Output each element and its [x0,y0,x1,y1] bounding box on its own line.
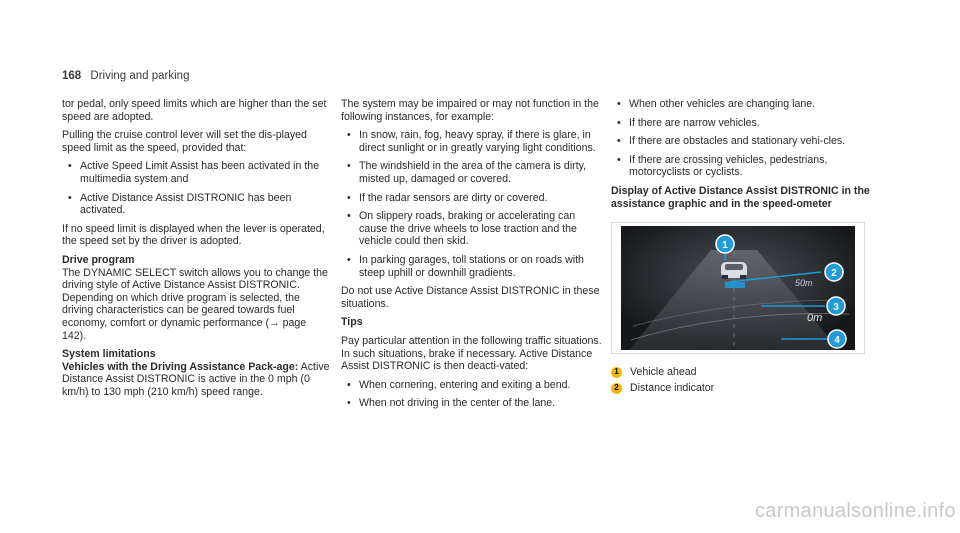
svg-text:2: 2 [831,268,837,280]
column-2 [341,98,603,416]
bullet-list [62,160,330,216]
column-3 [611,98,873,397]
legend-text: Distance indicator [630,381,715,394]
zero-readout: 0m [807,312,823,325]
vehicles-text: Active Distance Assist DISTRONIC is active in the 0 mph (0 km/h) to 130 mph (210 km/h) speed range. [62,360,330,398]
list-item: • In snow, rain, fog, heavy spray, if there is glare, in direct sunlight or in greatly varying light conditions. [341,129,603,154]
paragraph: tor pedal, only speed limits which are higher than the set speed are adopted. [62,98,327,123]
distance-indicator [725,282,745,288]
list-item: • In parking garages, toll stations or on roads with steep uphill or downhill gradients. [341,254,603,279]
drive-program-section [62,254,330,342]
drive-program-heading: Drive program [62,253,135,266]
callout-4 [828,330,846,348]
distance-readout: 50m [795,278,813,289]
list-item: • The windshield in the area of the camera is dirty, misted up, damaged or covered. [341,160,603,185]
column-1 [62,98,330,398]
list-item: • Active Speed Limit Assist has been activated in the multimedia system and [62,160,330,185]
svg-text:1: 1 [722,240,728,252]
figure-legend [611,366,873,394]
list-item: • Active Distance Assist DISTRONIC has been activated. [62,192,330,217]
tips-heading: Tips [341,316,363,329]
page-header [62,70,189,82]
legend-item [611,382,873,395]
callout-1 [716,235,734,253]
display-heading: Display of Active Distance Assist DISTRONIC in the assistance graphic and in the speed-ometer [611,184,870,210]
list-item: • If there are narrow vehicles. [611,117,873,130]
drive-program-text: The DYNAMIC SELECT switch allows you to change the driving style of Active Distance Assist DISTRONIC. Depending on which drive program is selected, the driving characteristics can be geared towards fuel economy, comfort or dynamic performance (→ page 142). [62,266,328,342]
legend-number-badge: 2 [611,383,622,394]
tips-text: Pay particular attention in the following traffic situations. In such situations, brake if necessary. Active Distance Assist DISTRONIC is then deacti-vated: [341,334,602,373]
system-limitations-section [62,348,330,398]
section-title: Driving and parking [90,70,190,82]
vehicle-ahead [721,262,747,279]
svg-text:3: 3 [833,302,839,314]
vehicles-heading: Vehicles with the Driving Assistance Pack-age: [62,360,299,373]
list-item: • When other vehicles are changing lane. [611,98,873,111]
assistance-graphic-figure [611,222,865,354]
paragraph: If no speed limit is displayed when the lever is operated, the speed set by the driver is adopted. [62,222,325,248]
paragraph: The system may be impaired or may not function in the following instances, for example: [341,98,599,123]
list-item: • When not driving in the center of the lane. [341,397,603,410]
watermark: carmanualsonline.info [755,500,956,522]
system-limitations-heading: System limitations [62,348,156,361]
bullet-list [611,98,873,179]
bullet-list [341,129,603,279]
paragraph: Do not use Active Distance Assist DISTRONIC in these situations. [341,285,600,310]
legend-item [611,366,873,379]
list-item: • If the radar sensors are dirty or covered. [341,192,603,205]
list-item: • If there are obstacles and stationary vehi-cles. [611,135,873,148]
svg-text:4: 4 [834,335,840,347]
bullet-list [341,379,603,410]
legend-number-badge: 1 [611,367,622,378]
legend-text: Vehicle ahead [630,366,697,379]
list-item: • When cornering, entering and exiting a bend. [341,379,603,392]
page-number: 168 [62,70,82,82]
assistance-graphic [611,222,865,354]
list-item: • If there are crossing vehicles, pedestrians, motorcyclists or cyclists. [611,154,873,179]
paragraph: Pulling the cruise control lever will set the dis-played speed limit as the speed, provided that: [62,129,307,154]
callout-3 [827,297,845,315]
list-item: • On slippery roads, braking or accelerating can cause the drive wheels to lose traction and the vehicle could then skid. [341,210,603,248]
callout-2 [825,263,843,281]
